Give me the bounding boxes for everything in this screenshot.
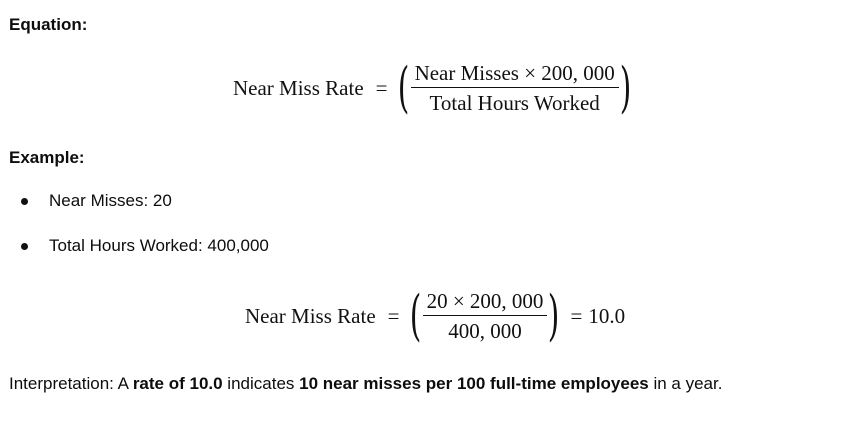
formula-equals: =: [375, 75, 388, 100]
example-result: 10.0: [588, 303, 626, 328]
formula-numerator: Near Misses × 200, 000: [414, 60, 615, 85]
near-miss-rate-formula: [233, 55, 636, 121]
bullet-icon: [21, 243, 28, 250]
bullet-icon: [21, 198, 28, 205]
example-lhs: Near Miss Rate: [245, 303, 376, 328]
example-right-paren: ): [548, 284, 560, 347]
formula-fraction: [411, 60, 619, 116]
formula-right-paren: ): [619, 56, 632, 119]
example-fraction: [423, 288, 548, 344]
fraction-bar: [411, 87, 619, 88]
interpretation-meaning: 10 near misses per 100 full-time employees: [299, 374, 649, 393]
result-equals: =: [570, 303, 583, 328]
example-item-hours: Total Hours Worked: 400,000: [49, 236, 269, 255]
interpretation-rate: rate of 10.0: [132, 374, 223, 393]
example-equals: =: [387, 303, 400, 328]
interpretation-text: [9, 372, 722, 396]
example-numerator: 20 × 200, 000: [426, 288, 544, 313]
example-calculation: [245, 283, 625, 349]
example-denominator: 400, 000: [448, 319, 522, 344]
formula-left-paren: (: [398, 56, 410, 119]
example-heading: Example:: [9, 148, 85, 167]
formula-lhs: Near Miss Rate: [233, 75, 364, 100]
equation-heading: Equation:: [9, 15, 88, 34]
example-item-near-misses: Near Misses: 20: [49, 191, 172, 210]
interpretation-middle: indicates: [222, 374, 300, 393]
formula-denominator: Total Hours Worked: [429, 91, 600, 116]
fraction-bar: [423, 315, 548, 316]
interpretation-suffix: in a year.: [648, 374, 723, 393]
interpretation-prefix: Interpretation: A: [9, 374, 133, 393]
example-left-paren: (: [410, 284, 422, 347]
